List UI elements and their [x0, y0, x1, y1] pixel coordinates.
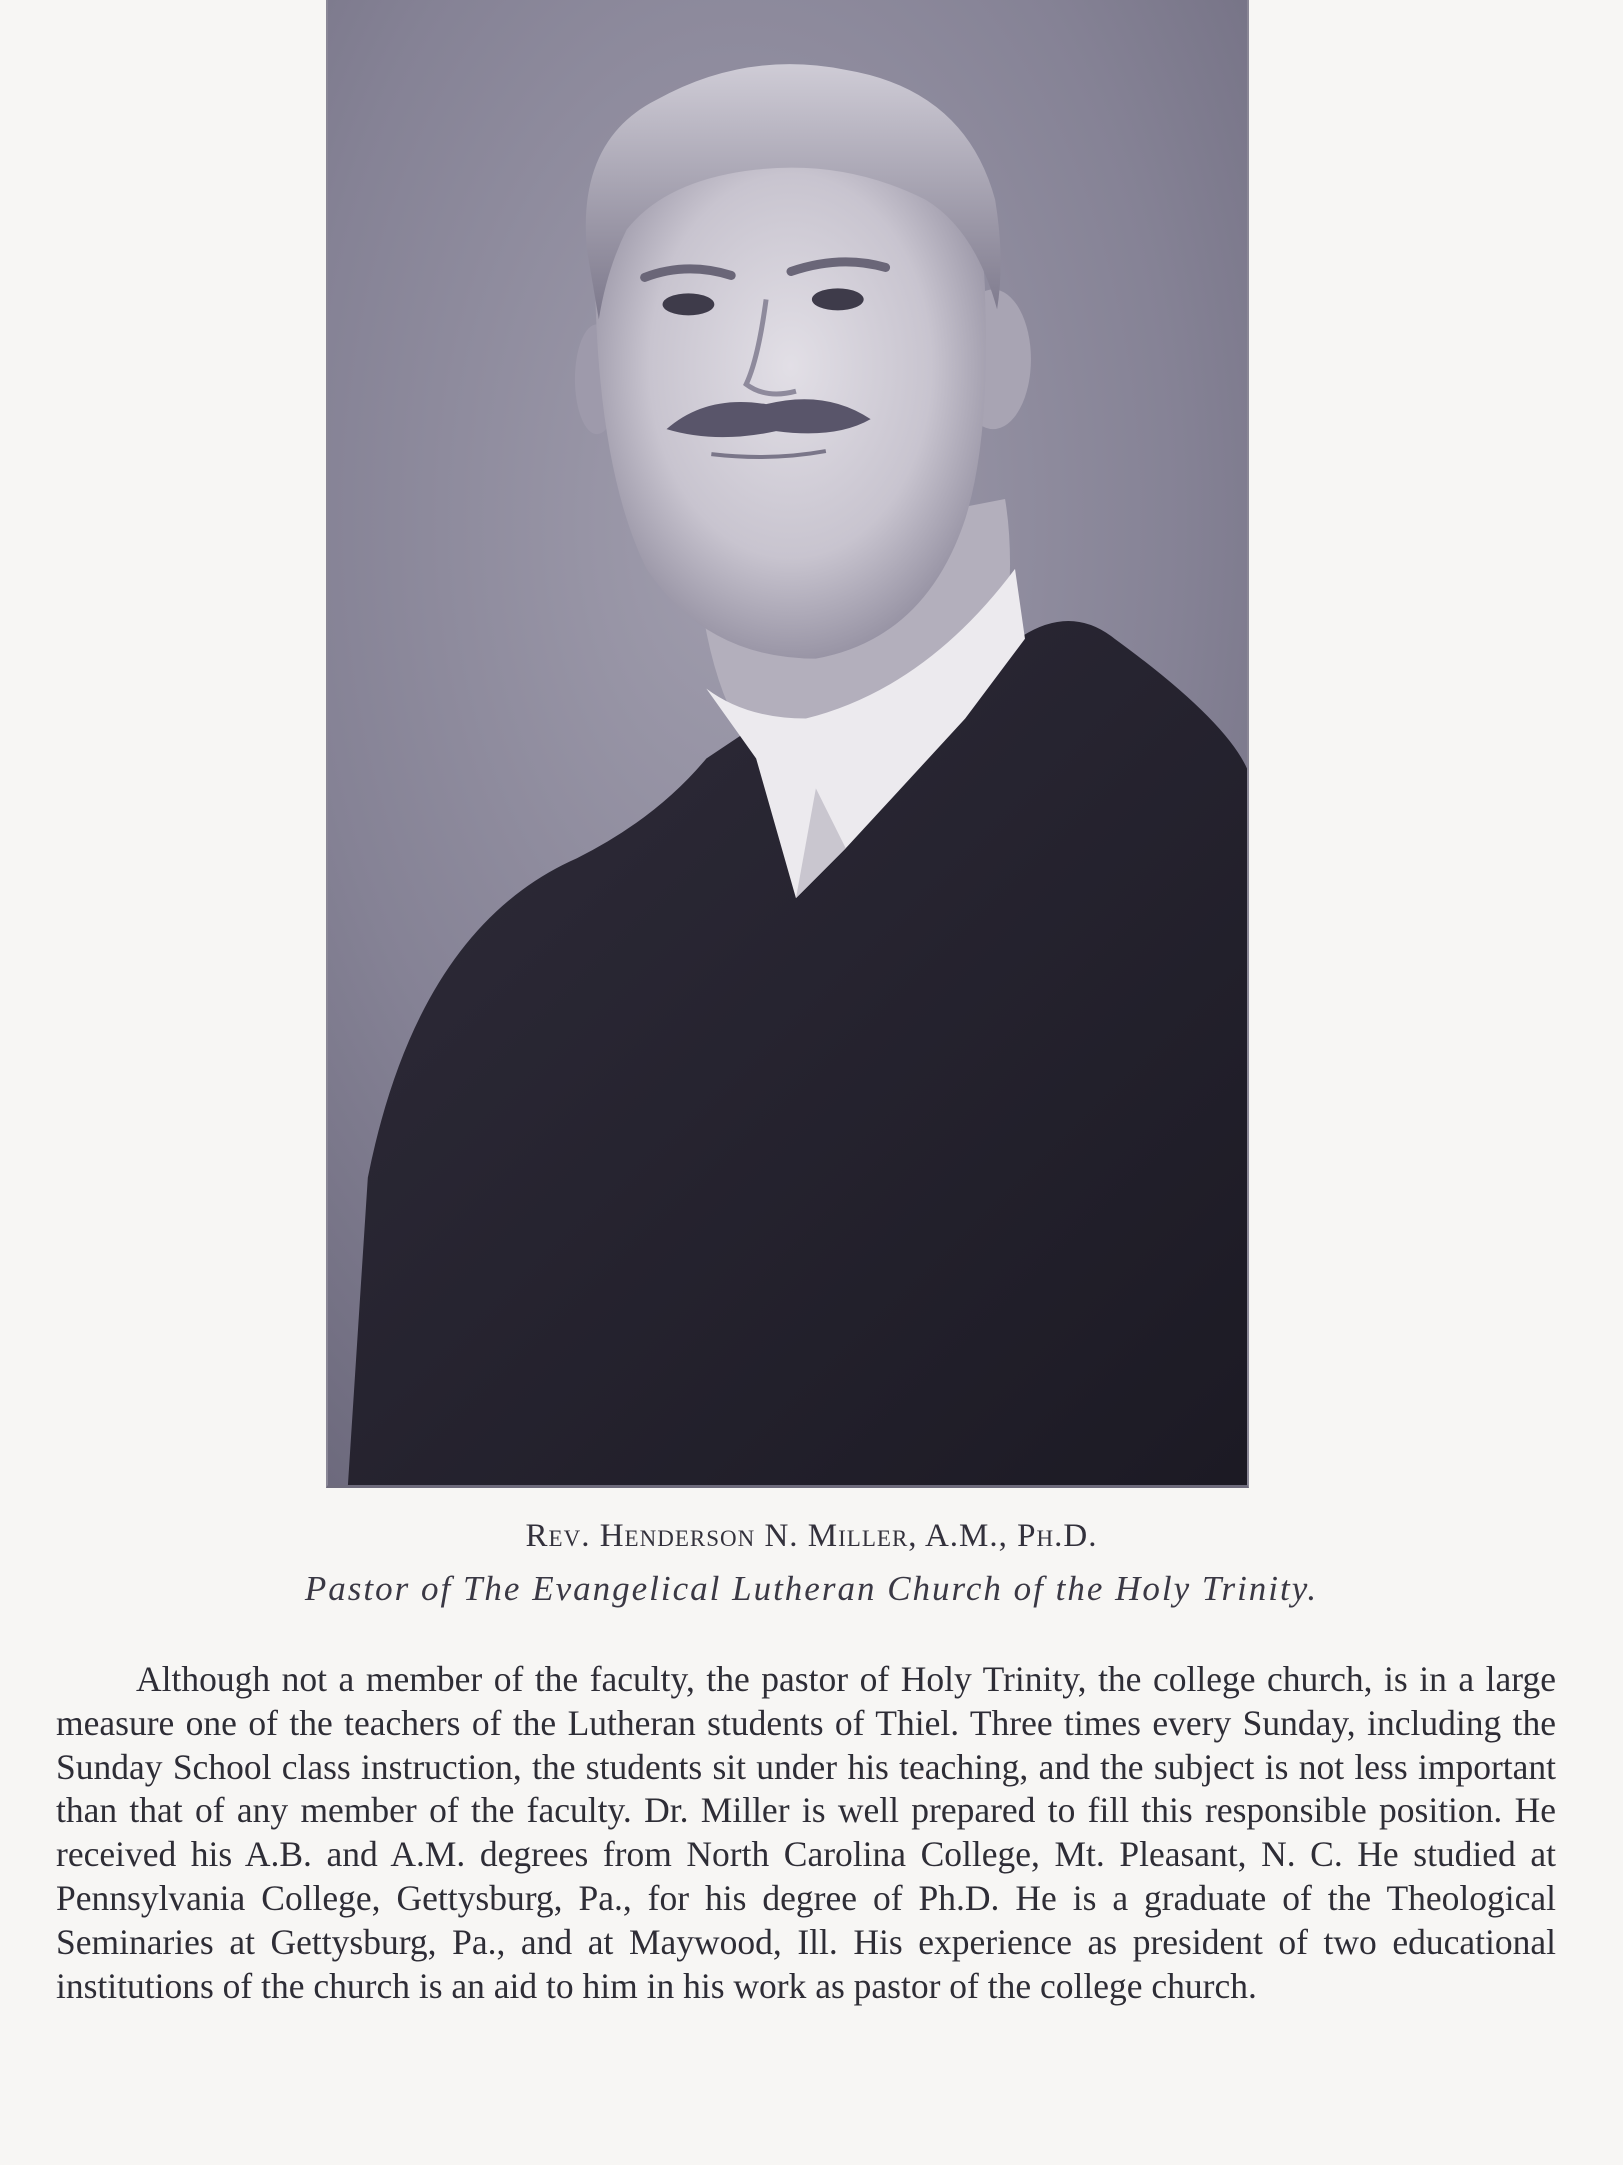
caption-title: Pastor of The Evangelical Lutheran Church of the Holy Trinity. — [304, 1569, 1319, 1608]
caption-name: Rev. Henderson N. Miller, A.M., Ph.D. — [525, 1518, 1098, 1554]
portrait-image — [328, 0, 1247, 1485]
body-text — [56, 1658, 1556, 2008]
body-paragraph: Although not a member of the faculty, the pastor of Holy Trinity, the college church, is in a large measure one of the teachers of the Lutheran students of Thiel. Three times every Sunday, including the Sunday School class instruction, the students sit under his teaching, and the subject is not less important than that of any member of the faculty. Dr. Miller is well prepared to fill this responsible position. He received his A.B. and A.M. degrees from North Carolina College, Mt. Pleasant, N. C. He studied at Pennsylvania College, Gettysburg, Pa., for his degree of Ph.D. He is a graduate of the Theological Seminaries at Gettysburg, Pa., and at Maywood, Ill. His experience as president of two educational institutions of the church is an aid to him in his work as pastor of the college church. — [56, 1659, 1556, 2006]
portrait-photo — [326, 0, 1249, 1488]
